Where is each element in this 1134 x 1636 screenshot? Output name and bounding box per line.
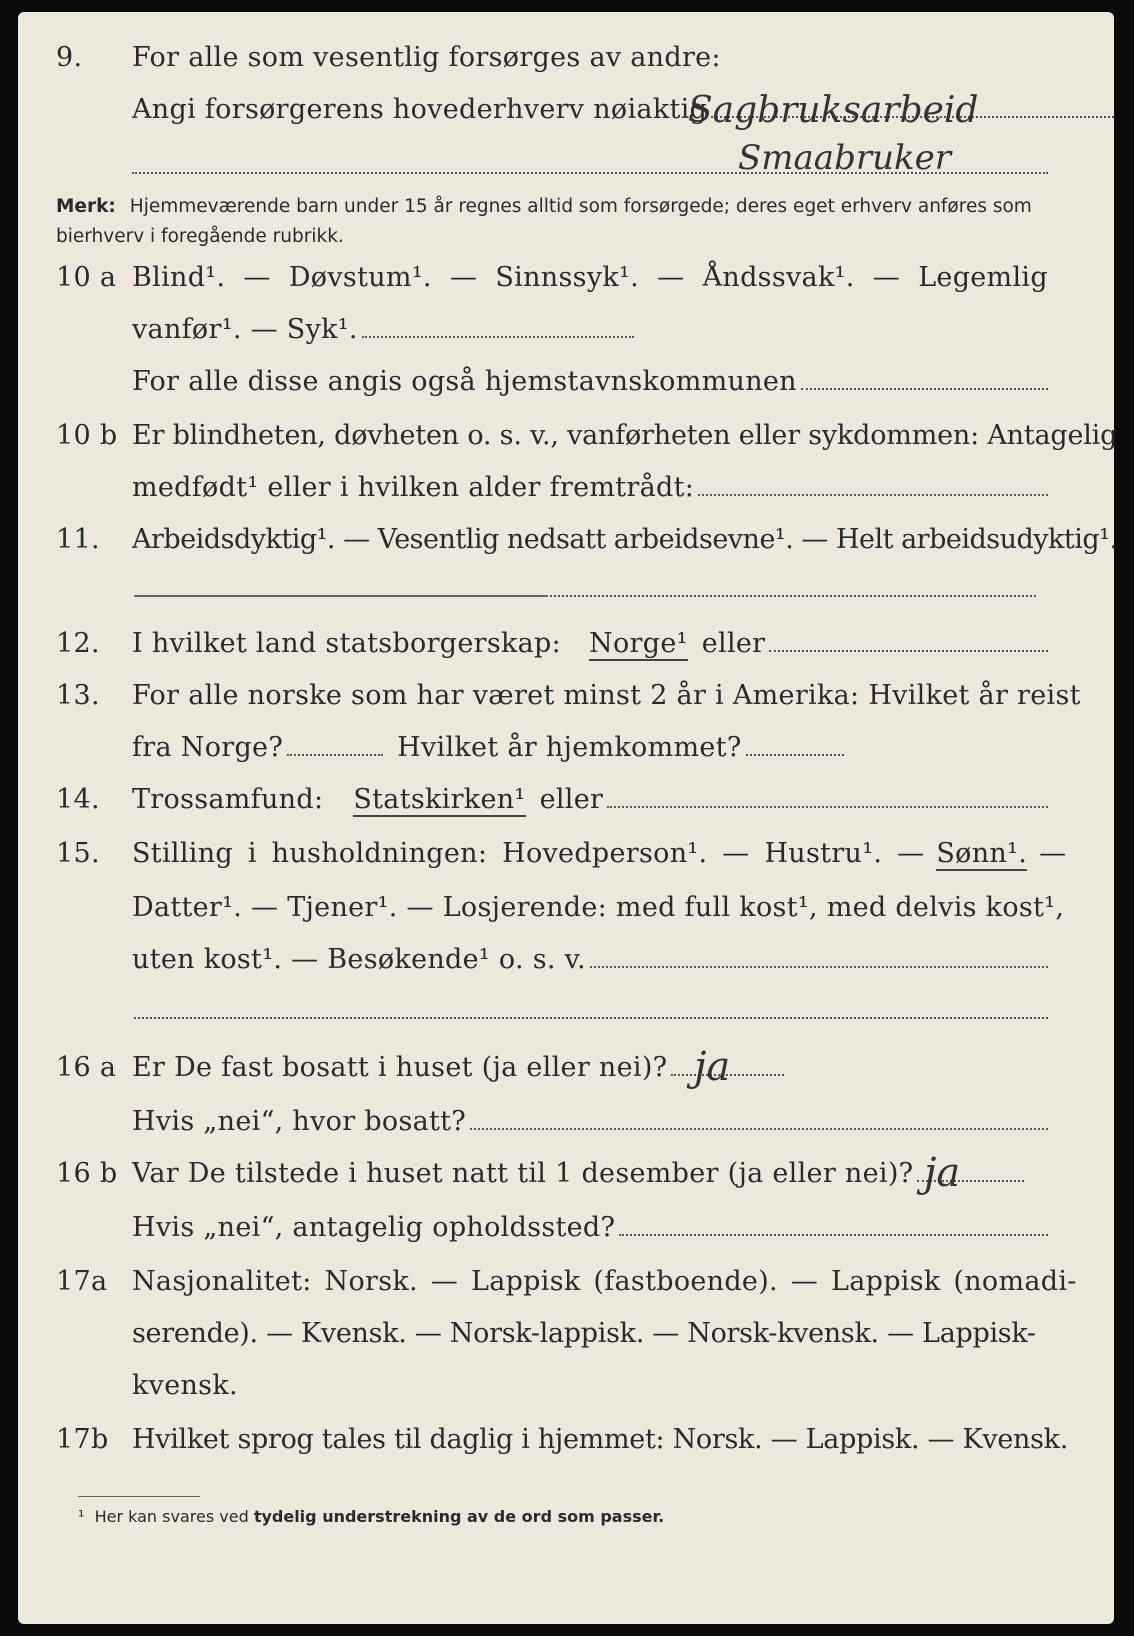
q10a-line2 <box>18 314 1114 364</box>
q10a-vanfor: vanfør¹. — Syk¹. <box>132 314 358 345</box>
dash: — <box>657 262 685 293</box>
q10a-line1 <box>18 262 1114 312</box>
q15-number: 15. <box>56 838 100 869</box>
option-blind: Blind¹. <box>132 262 226 293</box>
q10a-line3 <box>18 366 1114 416</box>
q10b-prompt: medfødt¹ eller i hvilken alder fremtrådt: <box>132 472 695 503</box>
section-divider <box>134 595 548 597</box>
q16a-number: 16 a <box>56 1052 117 1083</box>
footnote-text: Her kan svares ved <box>94 1507 249 1526</box>
q14-number: 14. <box>56 784 100 815</box>
dash: — <box>1039 838 1067 869</box>
option-dovstum: Døvstum¹. <box>288 262 432 293</box>
dash: — <box>449 262 478 293</box>
q10b-question: Er blindheten, døvheten o. s. v., vanførheten eller sykdommen: Antagelig <box>132 420 1118 451</box>
q16b-line2 <box>18 1212 1114 1262</box>
q17a-question: Nasjonalitet: Norsk. — Lappisk (fastboende). — Lappisk (nomadi- <box>132 1266 1077 1297</box>
q14-line <box>18 784 1114 834</box>
q17a-line3 <box>18 1370 1114 1420</box>
q16b-number: 16 b <box>56 1158 118 1189</box>
q12-number: 12. <box>56 628 100 659</box>
q16a-line2 <box>18 1106 1114 1156</box>
q9-handwritten-occupation: Sagbruksarbeid <box>688 90 979 131</box>
q16a-question: Er De fast bosatt i huset (ja eller nei)? <box>132 1052 668 1083</box>
merk-note <box>56 192 1054 252</box>
q13-reist: fra Norge? <box>132 732 284 763</box>
q13-number: 13. <box>56 680 100 711</box>
q16a-handwritten-answer: ja <box>694 1044 731 1090</box>
q17a-options-2: kvensk. <box>132 1370 238 1401</box>
q10a-options <box>132 262 1048 293</box>
q9-prompt: Angi forsørgerens hovederhverv nøiaktig <box>132 94 708 125</box>
dash: — <box>872 262 901 293</box>
q13-question: For alle norske som har været minst 2 år i Amerika: Hvilket år reist <box>132 680 1081 711</box>
q16b-handwritten-answer: ja <box>924 1150 961 1196</box>
q10a-number: 10 a <box>56 262 117 293</box>
q17a-line1 <box>18 1266 1114 1316</box>
q12-eller: eller <box>701 628 766 659</box>
q15-question: Stilling i husholdningen: Hovedperson¹. — Hustru¹. — <box>132 838 925 869</box>
q15-line3 <box>18 944 1114 994</box>
option-sinnssyk: Sinnssyk¹. <box>495 262 640 293</box>
footnote-mark: ¹ <box>78 1507 85 1526</box>
q17b-number: 17b <box>56 1424 109 1455</box>
q12-answer-underlined: Norge¹ <box>589 628 688 659</box>
q15-line2 <box>18 892 1114 942</box>
q10b-line2 <box>18 472 1114 522</box>
q13-line2 <box>18 732 1114 782</box>
q16a-line1 <box>18 1052 1114 1102</box>
q9-handwritten-occupation-2: Smaabruker <box>738 138 951 178</box>
q17a-number: 17a <box>56 1266 108 1297</box>
option-legemlig: Legemlig <box>918 262 1048 293</box>
q14-question: Trossamfund: <box>132 784 324 815</box>
q11-options: Arbeidsdyktig¹. — Vesentlig nedsatt arbeidsevne¹. — Helt arbeidsudyktig¹. <box>132 524 1118 555</box>
q12-line <box>18 628 1114 678</box>
q15-options-2: uten kost¹. — Besøkende¹ o. s. v. <box>132 944 586 975</box>
option-andssvak: Åndssvak¹. <box>702 262 855 293</box>
q13-hjemkommet: Hvilket år hjemkommet? <box>397 732 742 763</box>
q15-options: Datter¹. — Tjener¹. — Losjerende: med full kost¹, med delvis kost¹, <box>132 892 1065 923</box>
q9-line1 <box>18 42 1114 92</box>
q15-answer-line <box>134 1017 1048 1019</box>
q16a-prompt: Hvis „nei“, hvor bosatt? <box>132 1106 467 1137</box>
merk-text: Hjemmeværende barn under 15 år regnes alltid som forsørgede; deres eget erhverv anføres som bierhverv i foregående rubrikk. <box>56 196 1032 247</box>
q11-number: 11. <box>56 524 100 555</box>
q13-line1 <box>18 680 1114 730</box>
q17b-line1 <box>18 1424 1114 1474</box>
q10b-number: 10 b <box>56 420 118 451</box>
footnote <box>78 1507 664 1526</box>
census-form-page <box>18 12 1118 1624</box>
q10a-hjemstavn: For alle disse angis også hjemstavnskommunen <box>132 366 797 397</box>
q16b-prompt: Hvis „nei“, antagelig opholdssted? <box>132 1212 616 1243</box>
q9-question: For alle som vesentlig forsørges av andre: <box>132 42 721 73</box>
q11-line1 <box>18 524 1118 574</box>
q17b-question: Hvilket sprog tales til daglig i hjemmet: Norsk. — Lappisk. — Kvensk. <box>132 1424 1069 1455</box>
footnote-rule <box>78 1496 200 1497</box>
q17a-options: serende). — Kvensk. — Norsk-lappisk. — Norsk-kvensk. — Lappisk- <box>132 1318 1036 1349</box>
merk-label: Merk: <box>56 196 116 217</box>
q15-sonn-underlined: Sønn¹. <box>936 838 1028 869</box>
q9-number: 9. <box>56 42 83 73</box>
q10b-line1 <box>18 420 1118 470</box>
q14-eller: eller <box>539 784 604 815</box>
q15-line1 <box>18 838 1114 888</box>
section-divider-dotted <box>550 595 1036 597</box>
q17a-line2 <box>18 1318 1114 1368</box>
footnote-bold-text: tydelig understrekning av de ord som passer. <box>253 1507 665 1526</box>
dash: — <box>243 262 271 293</box>
q16b-question: Var De tilstede i huset natt til 1 desember (ja eller nei)? <box>132 1158 914 1189</box>
q12-question: I hvilket land statsborgerskap: <box>132 628 562 659</box>
q14-answer-underlined: Statskirken¹ <box>353 784 526 815</box>
